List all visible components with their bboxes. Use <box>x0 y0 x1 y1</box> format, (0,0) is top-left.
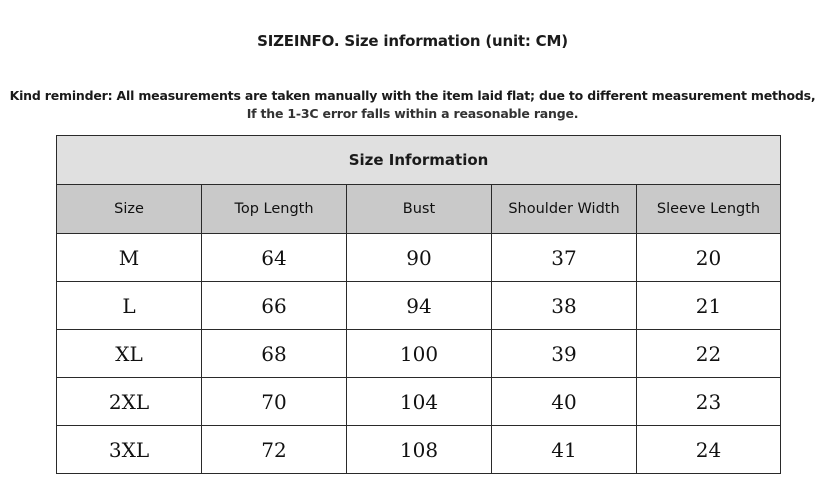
cell-size: 2XL <box>57 378 202 426</box>
cell-bust: 104 <box>347 378 492 426</box>
reminder-line-1: Kind reminder: All measurements are taken manually with the item laid flat; due to different measurement methods, <box>9 88 816 103</box>
cell-top-length: 70 <box>202 378 347 426</box>
cell-sleeve-length: 20 <box>637 234 781 282</box>
cell-top-length: 72 <box>202 426 347 474</box>
cell-sleeve-length: 23 <box>637 378 781 426</box>
cell-size: M <box>57 234 202 282</box>
cell-size: L <box>57 282 202 330</box>
cell-shoulder-width: 37 <box>492 234 637 282</box>
table-row <box>57 282 781 330</box>
cell-sleeve-length: 22 <box>637 330 781 378</box>
cell-shoulder-width: 38 <box>492 282 637 330</box>
cell-size: 3XL <box>57 426 202 474</box>
size-table <box>56 135 781 474</box>
cell-bust: 108 <box>347 426 492 474</box>
table-row <box>57 234 781 282</box>
reminder-line-2: If the 1-3C error falls within a reasonable range. <box>246 106 579 121</box>
table-caption: Size Information <box>57 136 781 185</box>
table-row <box>57 426 781 474</box>
header-sleeve-length: Sleeve Length <box>637 185 781 234</box>
cell-top-length: 68 <box>202 330 347 378</box>
cell-bust: 90 <box>347 234 492 282</box>
header-shoulder-width: Shoulder Width <box>492 185 637 234</box>
cell-top-length: 66 <box>202 282 347 330</box>
cell-bust: 100 <box>347 330 492 378</box>
header-top-length: Top Length <box>202 185 347 234</box>
page-title: SIZEINFO. Size information (unit: CM) <box>257 32 568 50</box>
cell-top-length: 64 <box>202 234 347 282</box>
cell-size: XL <box>57 330 202 378</box>
table-header-row <box>57 185 781 234</box>
cell-shoulder-width: 39 <box>492 330 637 378</box>
measurement-reminder <box>0 87 825 123</box>
cell-sleeve-length: 24 <box>637 426 781 474</box>
cell-bust: 94 <box>347 282 492 330</box>
table-row <box>57 378 781 426</box>
cell-sleeve-length: 21 <box>637 282 781 330</box>
header-bust: Bust <box>347 185 492 234</box>
cell-shoulder-width: 40 <box>492 378 637 426</box>
cell-shoulder-width: 41 <box>492 426 637 474</box>
table-row <box>57 330 781 378</box>
header-size: Size <box>57 185 202 234</box>
table-caption-row <box>57 136 781 185</box>
